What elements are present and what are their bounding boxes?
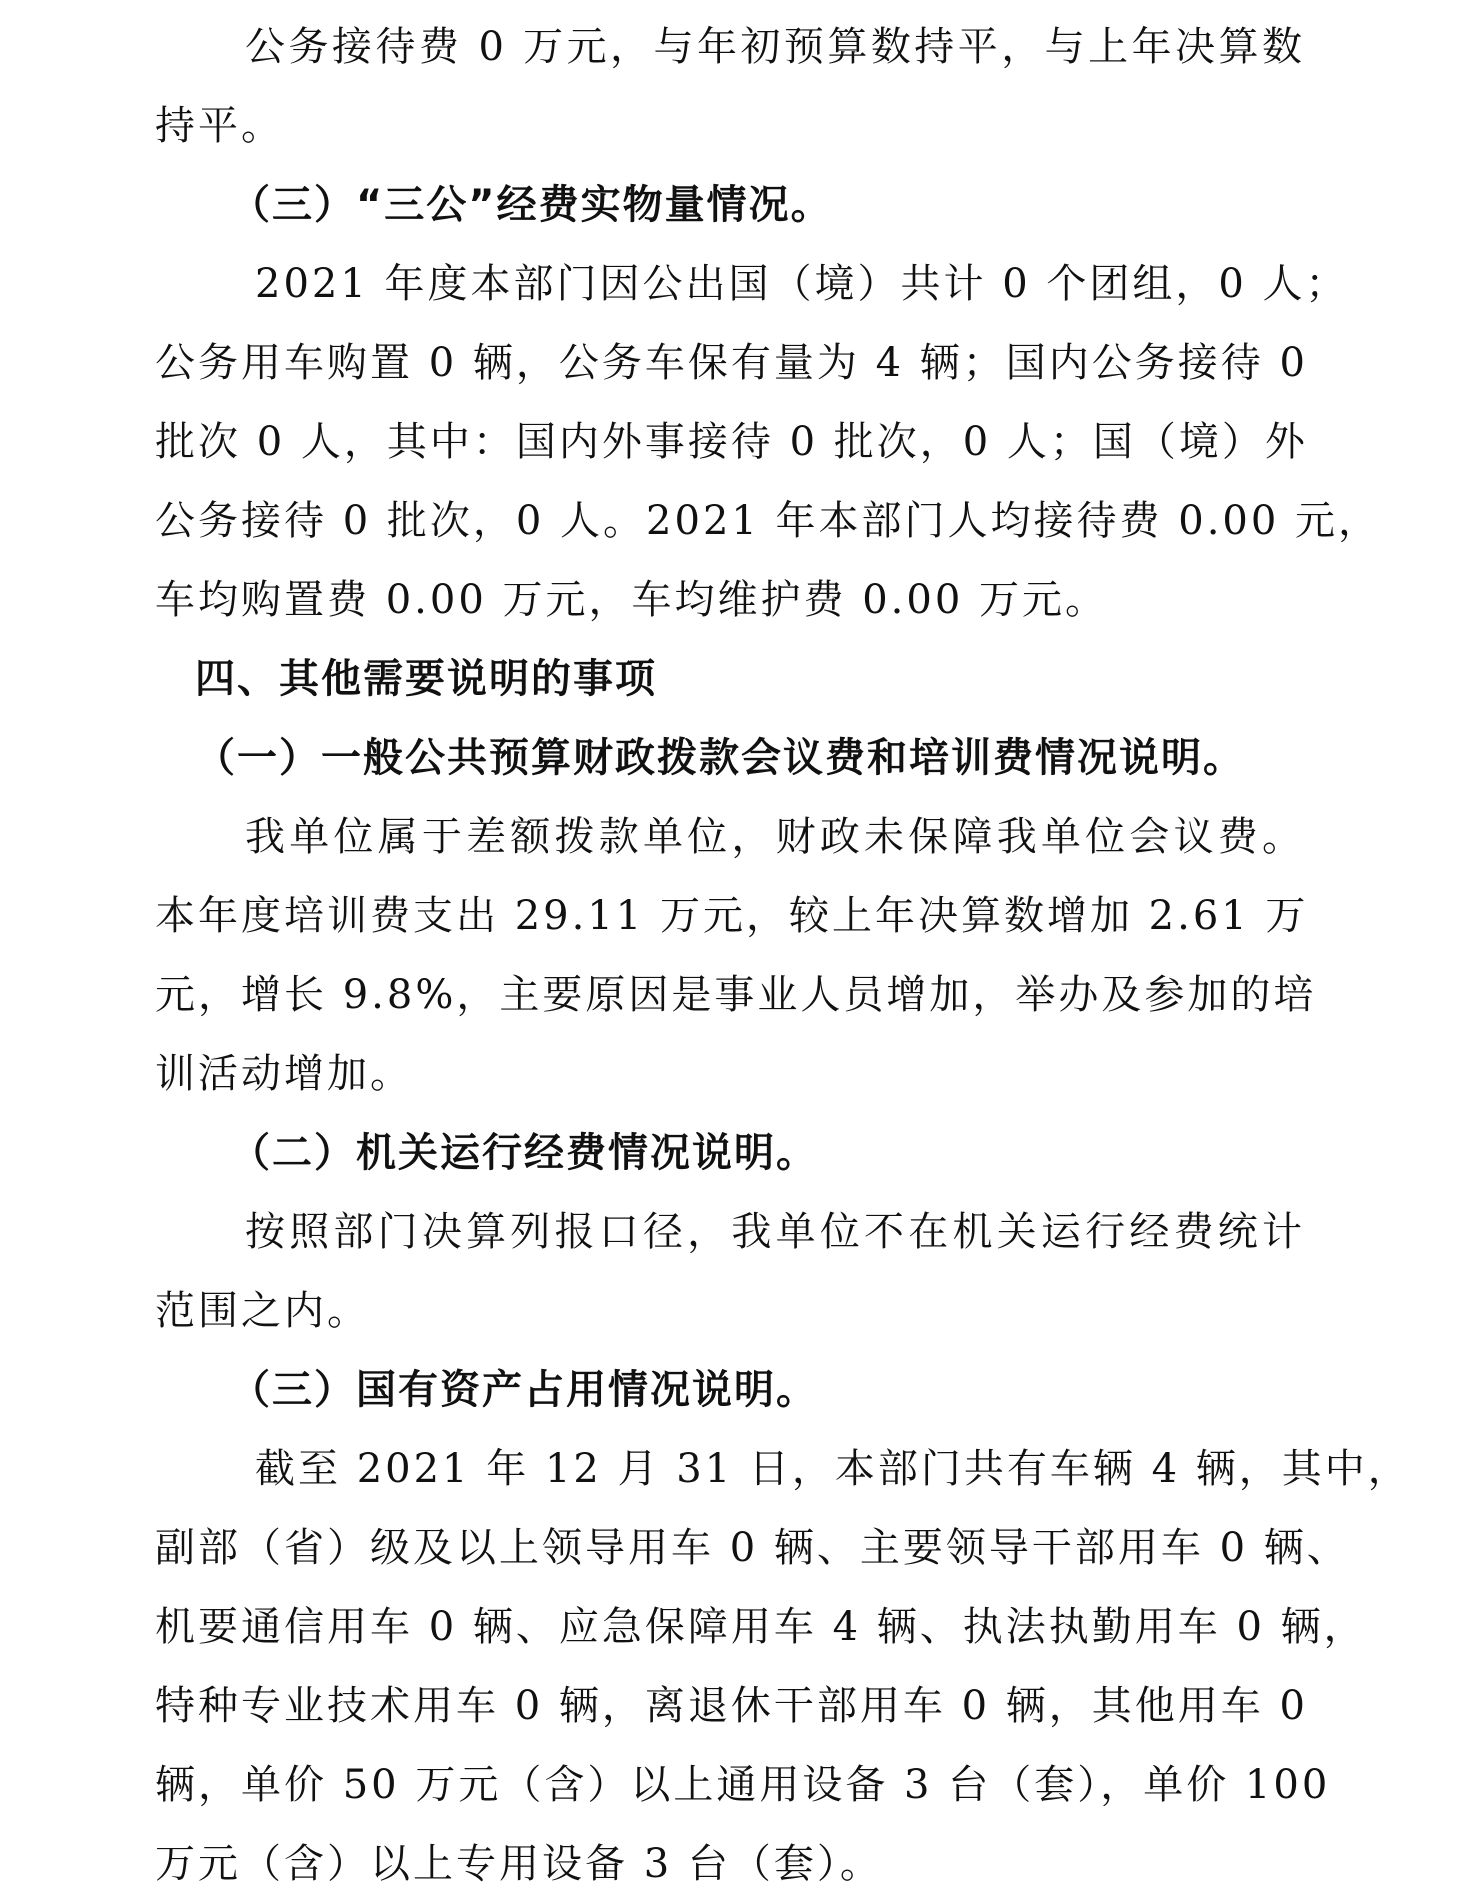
paragraph-line: 截至 2021 年 12 月 31 日，本部门共有车辆 4 辆，其中， <box>255 1446 1411 1492</box>
paragraph-line: 万元（含）以上专用设备 3 台（套）。 <box>155 1841 883 1887</box>
subsection-heading: （一）一般公共预算财政拨款会议费和培训费情况说明。 <box>195 735 1245 781</box>
subsection-heading: （二）机关运行经费情况说明。 <box>230 1130 818 1176</box>
paragraph-line: 元，增长 9.8%，主要原因是事业人员增加，举办及参加的培 <box>155 972 1317 1018</box>
paragraph-line: 训活动增加。 <box>155 1051 413 1097</box>
paragraph-line: 公务接待 0 批次，0 人。2021 年本部门人均接待费 0.00 元， <box>155 498 1382 544</box>
paragraph-line: 机要通信用车 0 辆、应急保障用车 4 辆、执法执勤用车 0 辆， <box>155 1604 1367 1650</box>
paragraph-line: 公务接待费 0 万元，与年初预算数持平，与上年决算数 <box>245 24 1305 70</box>
paragraph-line: 批次 0 人，其中：国内外事接待 0 批次，0 人；国（境）外 <box>155 419 1308 465</box>
paragraph-line: 特种专业技术用车 0 辆，离退休干部用车 0 辆，其他用车 0 <box>155 1683 1308 1729</box>
paragraph-line: 本年度培训费支出 29.11 万元，较上年决算数增加 2.61 万 <box>155 893 1309 939</box>
paragraph-line: 副部（省）级及以上领导用车 0 辆、主要领导干部用车 0 辆、 <box>155 1525 1350 1571</box>
subsection-heading: （三）国有资产占用情况说明。 <box>230 1367 818 1413</box>
paragraph-line: 按照部门决算列报口径，我单位不在机关运行经费统计 <box>245 1209 1305 1255</box>
subsection-heading: （三）“三公”经费实物量情况。 <box>230 182 833 228</box>
paragraph-line: 持平。 <box>155 103 284 149</box>
paragraph-line: 辆，单价 50 万元（含）以上通用设备 3 台（套），单价 100 <box>155 1762 1331 1808</box>
document-page <box>155 8 1411 1904</box>
paragraph-line: 车均购置费 0.00 万元，车均维护费 0.00 万元。 <box>155 577 1108 623</box>
paragraph-line: 范围之内。 <box>155 1288 370 1334</box>
section-heading: 四、其他需要说明的事项 <box>195 656 657 702</box>
paragraph-line: 2021 年度本部门因公出国（境）共计 0 个团组，0 人； <box>255 261 1349 307</box>
paragraph-line: 公务用车购置 0 辆，公务车保有量为 4 辆；国内公务接待 0 <box>155 340 1308 386</box>
paragraph-line: 我单位属于差额拨款单位，财政未保障我单位会议费。 <box>245 814 1305 860</box>
